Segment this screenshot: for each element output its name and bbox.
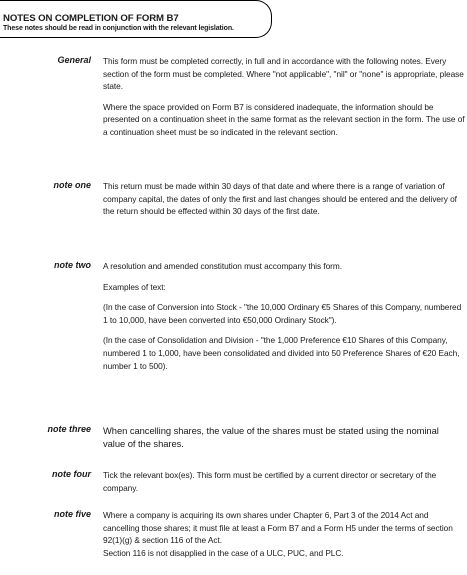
- note-body: [103, 509, 465, 559]
- note-paragraph: Where the space provided on Form B7 is considered inadequate, the information should be presented on a continuation sheet in the same format as the relevant section in the form. The use of a continuation sheet must be so indicated in the relevant section.: [103, 101, 465, 137]
- note-label: note four: [52, 469, 91, 479]
- note-body: [103, 260, 465, 372]
- note-label: note one: [53, 180, 91, 190]
- note-paragraph: A resolution and amended constitution must accompany this form.: [103, 261, 342, 271]
- note-label: note two: [54, 260, 91, 270]
- note-paragraph: Where a company is acquiring its own shares under Chapter 6, Part 3 of the 2014 Act and cancelling those shares; it must file at least a Form B7 and a Form H5 under the terms of section 92(1)(g) & section 116 of the Act. Section 116 is not disapplied in the case of a ULC, PUC, and PLC.: [103, 510, 453, 558]
- form-subtitle: These notes should be read in conjunction with the relevant legislation.: [3, 25, 234, 32]
- note-paragraph: This form must be completed correctly, in full and in accordance with the following notes. Every section of the form must be completed. Where "not applicable", "nil" or "none" is appropriate, please state.: [103, 56, 464, 92]
- note-paragraph: Tick the relevant box(es). This form must be certified by a current director or secretary of the company.: [103, 470, 437, 493]
- note-body: [103, 55, 465, 139]
- note-paragraph: This return must be made within 30 days of that date and where there is a range of variation of company capital, the dates of only the first and last changes should be entered and the delivery of the return should be effected within 30 days of the first date.: [103, 181, 457, 217]
- note-paragraph: (In the case of Consolidation and Division - "the 1,000 Preference €10 Shares of this Company, numbered 1 to 1,000, have been consolidated and divided into 50 Preference Shares of €20 Each, number 1 to 500).: [103, 335, 460, 371]
- note-paragraph: Examples of text:: [103, 281, 166, 292]
- note-body: [103, 180, 465, 218]
- form-title: NOTES ON COMPLETION OF FORM B7: [3, 13, 179, 24]
- note-label: note five: [53, 509, 91, 519]
- note-body: [103, 469, 465, 494]
- note-label: note three: [47, 424, 91, 434]
- note-label: General: [57, 55, 91, 65]
- form-title-banner: [0, 0, 272, 38]
- note-paragraph: (In the case of Conversion into Stock - "the 10,000 Ordinary €5 Shares of this Company, numbered 1 to 10,000, have been converted into €50,000 Ordinary Stock").: [103, 302, 462, 325]
- note-paragraph: When cancelling shares, the value of the shares must be stated using the nominal value of the shares.: [103, 425, 439, 449]
- note-body: [103, 424, 443, 450]
